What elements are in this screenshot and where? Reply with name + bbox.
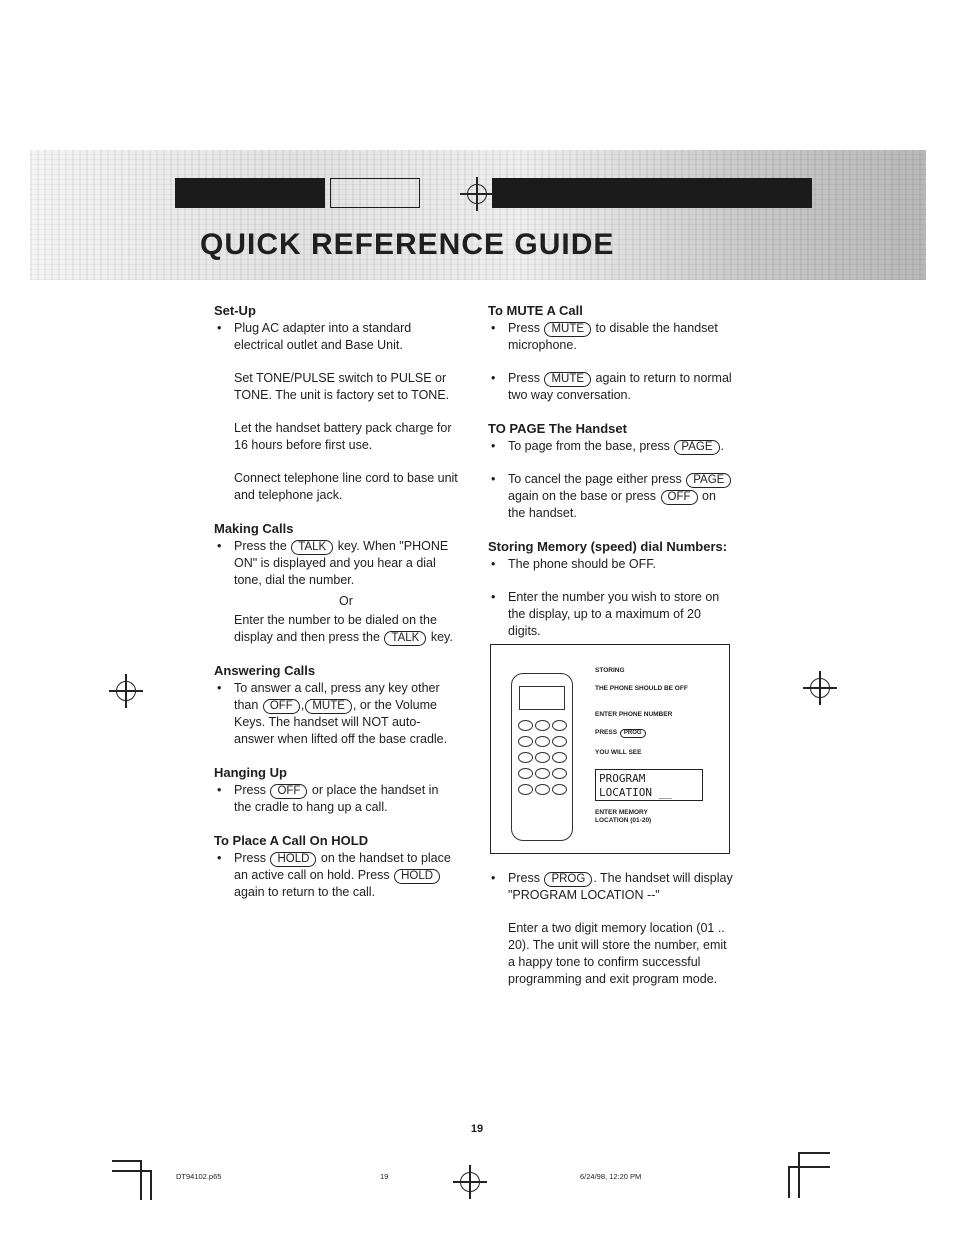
hanging-up-heading: Hanging Up <box>214 765 287 780</box>
page-bullet-2 <box>488 471 734 522</box>
crop-mark <box>150 1170 152 1200</box>
talk-key: TALK <box>291 540 333 555</box>
page-heading: TO PAGE The Handset <box>488 421 627 436</box>
answering-calls-bullet <box>214 680 458 748</box>
mute-bullet-1 <box>488 320 734 354</box>
text: Press <box>508 371 540 385</box>
text: key. When "PHONE ON" is displayed and you hear a dial tone, dial the number. <box>234 539 449 587</box>
handset-icon <box>511 673 573 841</box>
setup-battery: Let the handset battery pack charge for 16 hours before first use. <box>234 421 452 452</box>
crop-mark <box>788 1166 830 1168</box>
banner-bar-left <box>175 178 325 208</box>
lcd-line-1: PROGRAM <box>599 772 646 785</box>
key-icon <box>518 736 533 747</box>
mute-heading: To MUTE A Call <box>488 303 583 318</box>
off-key: OFF <box>263 699 300 714</box>
figure-enter-number: ENTER PHONE NUMBER <box>595 711 673 718</box>
text: or place the handset in the cradle to hang up a call. <box>234 783 439 814</box>
footer-file: DT94102.p65 <box>176 1172 222 1181</box>
storing-bullet-1: • The phone should be OFF. <box>488 556 734 573</box>
prog-key: PROG <box>620 729 646 738</box>
storing-heading: Storing Memory (speed) dial Numbers: <box>488 539 728 554</box>
text: Press <box>508 321 540 335</box>
crop-mark <box>798 1152 830 1154</box>
setup-heading: Set-Up <box>214 303 256 318</box>
text: PRESS <box>595 729 618 736</box>
key-icon <box>535 720 550 731</box>
key-icon <box>535 768 550 779</box>
text: To answer a call, press any key other than <box>234 681 440 712</box>
right-column <box>488 302 734 1004</box>
figure-enter-location: ENTER MEMORY LOCATION (01-20) <box>595 809 652 824</box>
setup-line-cord: Connect telephone line cord to base unit and telephone jack. <box>234 471 458 502</box>
text: Press the <box>234 539 287 553</box>
text: on the handset to place an active call on hold. Press <box>234 851 451 882</box>
crop-mark <box>112 1160 140 1162</box>
text: key. <box>430 630 453 644</box>
handset-screen <box>519 686 565 710</box>
hold-bullet <box>214 850 458 901</box>
handset-keypad <box>518 720 566 795</box>
hold-key: HOLD <box>270 852 316 867</box>
text: , <box>300 698 305 712</box>
crop-mark <box>112 1170 150 1172</box>
making-calls-heading: Making Calls <box>214 521 294 536</box>
setup-bullet: • Plug AC adapter into a standard electrical outlet and Base Unit. <box>214 320 458 354</box>
talk-key: TALK <box>384 631 426 646</box>
text: to disable the handset microphone. <box>508 321 718 352</box>
registration-mark-icon <box>810 678 830 698</box>
key-icon <box>535 784 550 795</box>
key-icon <box>518 752 533 763</box>
text: . <box>720 439 724 453</box>
text: Press <box>508 871 540 885</box>
text: again to return to the call. <box>234 885 376 899</box>
figure-you-will-see: YOU WILL SEE <box>595 749 642 756</box>
or-text: Or <box>339 594 353 608</box>
text: again on the base or press <box>508 489 657 503</box>
key-icon <box>518 784 533 795</box>
setup-tone-pulse: Set TONE/PULSE switch to PULSE or TONE. The unit is factory set to TONE. <box>234 371 450 402</box>
answering-calls-heading: Answering Calls <box>214 663 316 678</box>
prog-bullet <box>488 870 734 904</box>
text: again to return to normal two way conversation. <box>508 371 732 402</box>
crop-mark <box>788 1166 790 1198</box>
key-icon <box>552 768 567 779</box>
text: on the handset. <box>508 489 716 520</box>
figure-storing: STORING <box>595 667 625 674</box>
making-calls-alt <box>214 612 458 646</box>
left-column <box>214 302 458 917</box>
prog-instructions: Enter a two digit memory location (01 .. 20). The unit will store the number, emit a happy tone to confirm successful programming and exit program mode. <box>508 921 727 986</box>
footer-datetime: 6/24/98, 12:20 PM <box>580 1172 642 1181</box>
hanging-up-bullet <box>214 782 458 816</box>
registration-mark-icon <box>116 681 136 701</box>
hold-key: HOLD <box>394 869 440 884</box>
hold-heading: To Place A Call On HOLD <box>214 833 369 848</box>
storing-bullet-2: • Enter the number you wish to store on the display, up to a maximum of 20 digits. <box>488 589 734 640</box>
prog-key: PROG <box>544 872 592 887</box>
text: Press <box>234 783 266 797</box>
header-banner <box>30 150 926 280</box>
banner-bar-outline <box>330 178 420 208</box>
footer-page: 19 <box>380 1172 389 1181</box>
text: , or the Volume Keys. The handset will NOT auto-answer when lifted off the base cradle. <box>234 698 448 746</box>
mute-bullet-2 <box>488 370 734 404</box>
mute-key: MUTE <box>544 322 591 337</box>
page-title: QUICK REFERENCE GUIDE <box>200 228 615 261</box>
handset-figure <box>490 644 730 854</box>
key-icon <box>535 736 550 747</box>
off-key: OFF <box>661 490 698 505</box>
key-icon <box>552 752 567 763</box>
key-icon <box>518 720 533 731</box>
text: . The handset will display "PROGRAM LOCATION --" <box>508 871 733 902</box>
key-icon <box>535 752 550 763</box>
lcd-line-2: LOCATION __ <box>599 786 672 799</box>
mute-key: MUTE <box>305 699 352 714</box>
crop-mark <box>140 1160 142 1200</box>
mute-key: MUTE <box>544 372 591 387</box>
text: To cancel the page either press <box>508 472 682 486</box>
lcd-display <box>595 769 703 801</box>
page-number: 19 <box>470 1123 484 1135</box>
off-key: OFF <box>270 784 307 799</box>
registration-mark-icon <box>460 1172 480 1192</box>
making-calls-bullet <box>214 538 458 589</box>
text: Press <box>234 851 266 865</box>
key-icon <box>518 768 533 779</box>
crop-mark <box>798 1152 800 1198</box>
page-key: PAGE <box>674 440 719 455</box>
key-icon <box>552 736 567 747</box>
text: To page from the base, press <box>508 439 670 453</box>
banner-bar-right <box>492 178 812 208</box>
key-icon <box>552 784 567 795</box>
figure-phone-off: THE PHONE SHOULD BE OFF <box>595 685 688 692</box>
figure-press-prog <box>595 729 720 738</box>
page-key: PAGE <box>686 473 731 488</box>
text: Enter the number to be dialed on the display and then press the <box>234 613 437 644</box>
registration-mark-icon <box>467 184 487 204</box>
key-icon <box>552 720 567 731</box>
page-bullet-1 <box>488 438 734 455</box>
